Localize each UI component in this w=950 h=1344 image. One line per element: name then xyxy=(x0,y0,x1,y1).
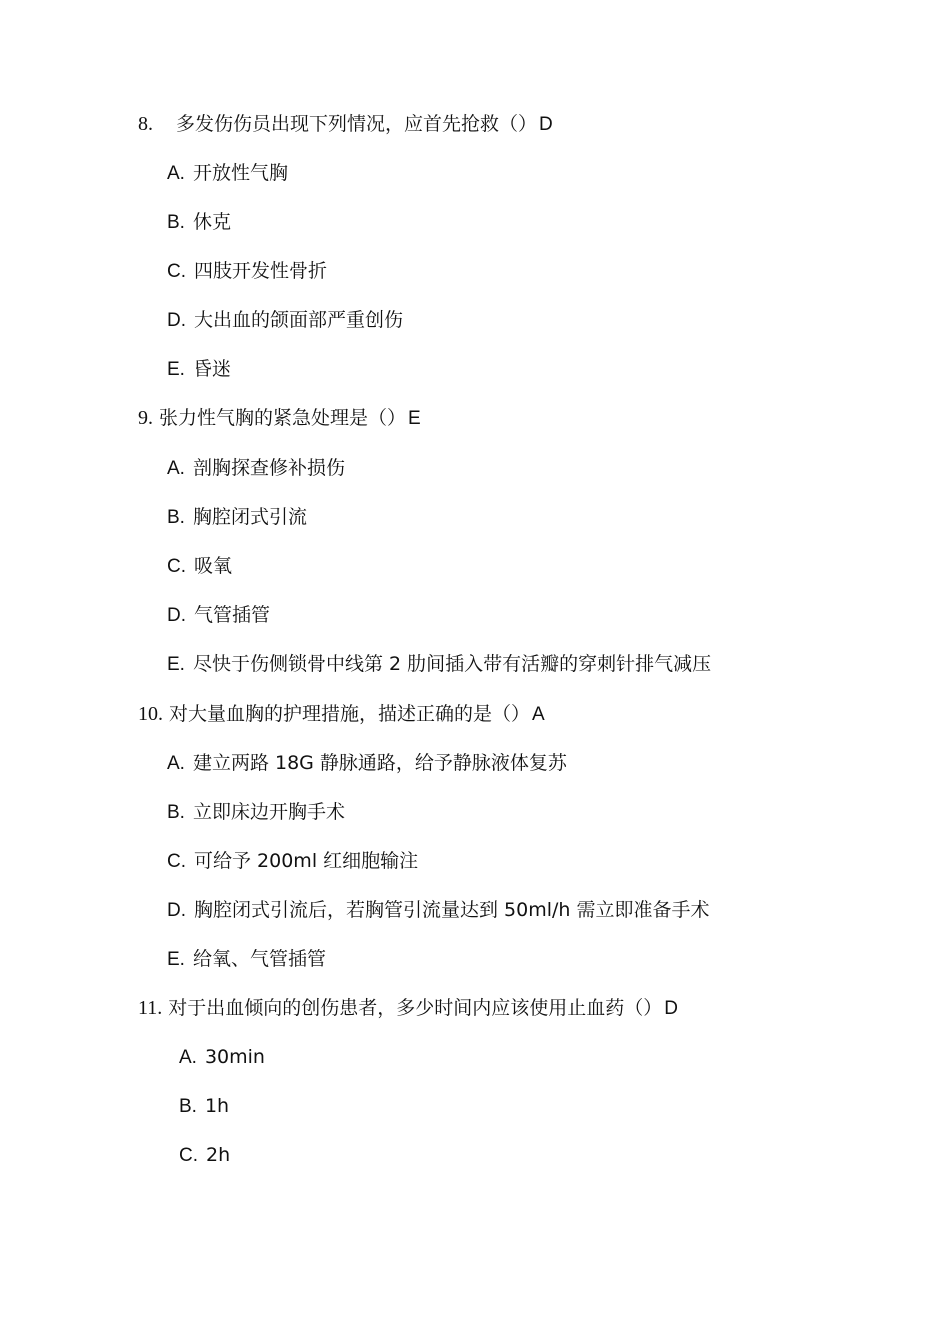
option-label: A. xyxy=(167,163,185,184)
option-9c xyxy=(167,552,232,578)
option-9b xyxy=(167,503,307,529)
option-label: E. xyxy=(167,359,185,380)
question-11 xyxy=(138,994,678,1020)
question-text: 张力性气胸的紧急处理是（） xyxy=(159,407,407,429)
question-text: 对大量血胸的护理措施，描述正确的是（） xyxy=(169,703,531,725)
option-label: B. xyxy=(179,1096,197,1117)
option-label: D. xyxy=(167,605,186,626)
option-text: 胸腔闭式引流后，若胸管引流量达到 50ml/h 需立即准备手术 xyxy=(194,899,710,921)
option-label: A. xyxy=(179,1047,197,1068)
option-text: 四肢开发性骨折 xyxy=(194,260,328,282)
option-9a xyxy=(167,454,345,480)
question-9 xyxy=(138,404,421,430)
option-label: B. xyxy=(167,212,185,233)
question-number: 9. xyxy=(138,407,153,429)
option-text: 给氧、气管插管 xyxy=(192,948,326,970)
option-text: 1h xyxy=(204,1095,230,1117)
option-10e xyxy=(167,945,326,971)
option-text: 立即床边开胸手术 xyxy=(192,801,345,823)
option-text: 休克 xyxy=(192,211,231,233)
option-text: 尽快于伤侧锁骨中线第 2 肋间插入带有活瓣的穿刺针排气减压 xyxy=(192,653,712,675)
option-10c xyxy=(167,847,418,873)
option-text: 胸腔闭式引流 xyxy=(192,506,307,528)
option-8b xyxy=(167,208,231,234)
option-8d xyxy=(167,306,403,332)
question-8 xyxy=(138,110,553,136)
option-label: C. xyxy=(179,1145,198,1166)
option-label: D. xyxy=(167,900,186,921)
option-label: E. xyxy=(167,949,185,970)
option-10a xyxy=(167,749,567,775)
option-text: 开放性气胸 xyxy=(192,162,288,184)
question-answer: D xyxy=(539,114,553,135)
option-11b xyxy=(179,1092,229,1118)
question-answer: A xyxy=(532,704,545,725)
option-text: 剖胸探查修补损伤 xyxy=(192,457,345,479)
option-label: C. xyxy=(167,556,186,577)
option-8c xyxy=(167,257,327,283)
option-label: E. xyxy=(167,654,185,675)
option-11c xyxy=(179,1141,230,1167)
question-answer: E xyxy=(408,408,421,429)
option-label: B. xyxy=(167,802,185,823)
option-10b xyxy=(167,798,345,824)
question-number: 10. xyxy=(138,703,163,725)
question-number: 8. xyxy=(138,113,153,135)
option-text: 气管插管 xyxy=(194,604,271,626)
option-text: 2h xyxy=(206,1144,231,1166)
option-label: C. xyxy=(167,261,186,282)
option-9d xyxy=(167,601,270,627)
option-label: D. xyxy=(167,310,186,331)
option-text: 可给予 200ml 红细胞输注 xyxy=(194,850,419,872)
question-text: 对于出血倾向的创伤患者，多少时间内应该使用止血药（） xyxy=(168,997,663,1019)
option-label: A. xyxy=(167,753,185,774)
option-8e xyxy=(167,355,231,381)
option-label: C. xyxy=(167,851,186,872)
question-answer: D xyxy=(664,998,679,1019)
option-text: 昏迷 xyxy=(192,358,231,380)
option-10d xyxy=(167,896,710,922)
question-10 xyxy=(138,700,545,726)
option-8a xyxy=(167,159,288,185)
option-label: B. xyxy=(167,507,185,528)
option-11a xyxy=(179,1043,265,1069)
option-text: 30min xyxy=(204,1046,265,1068)
option-text: 建立两路 18G 静脉通路，给予静脉液体复苏 xyxy=(192,752,567,774)
question-text: 多发伤伤员出现下列情况，应首先抢救（） xyxy=(176,113,538,135)
question-number: 11. xyxy=(138,997,163,1019)
option-text: 大出血的颌面部严重创伤 xyxy=(194,309,404,331)
option-9e xyxy=(167,650,711,676)
option-text: 吸氧 xyxy=(194,555,233,577)
option-label: A. xyxy=(167,458,185,479)
